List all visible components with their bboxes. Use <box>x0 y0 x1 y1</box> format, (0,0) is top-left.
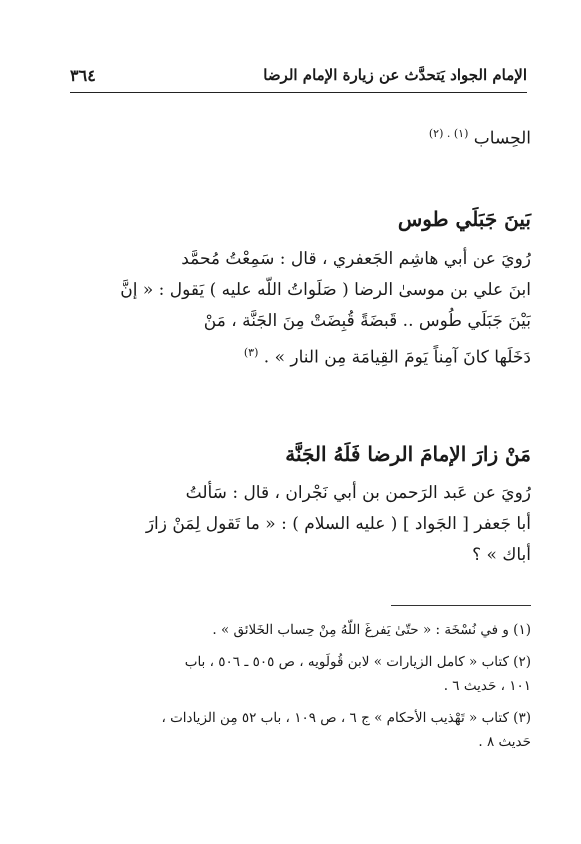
footnote-line: ١٠١ ، حَديث ٦ . <box>443 678 531 694</box>
footnote-marks: (١) . (٢) <box>428 127 469 140</box>
footnote <box>51 706 531 754</box>
section-1-paragraph <box>51 244 531 374</box>
footnote-line: حَديث ٨ . <box>478 734 531 750</box>
footnote-line: (١) و في نُسْخَة : « حتّىٰ يَفرغَ اللّهُ مِنْ حِساب الخَلائق » . <box>212 622 531 638</box>
paragraph-line: بَيْنَ جَبَلَي طُوس .. قَبضَةً قُبِضَتْ مِنَ الجَنَّة ، مَنْ <box>203 311 531 331</box>
section-heading-2: مَنْ زارَ الإمامَ الرضا فَلَهُ الجَنَّة <box>285 442 531 466</box>
paragraph-line <box>51 337 531 374</box>
section-2-paragraph <box>51 478 531 571</box>
paragraph-line: أبا جَعفر [ الجَواد ] ( عليه السلام ) : « ما تَقول لِمَنْ زارَ <box>145 514 531 534</box>
paragraph-line: رُويَ عن أبي هاشِم الجَعفري ، قال : سَمِعْتُ مُحمَّد <box>181 249 531 269</box>
footnote-mark: (٣) <box>243 346 259 359</box>
paragraph-line: أباك » ؟ <box>472 545 531 565</box>
footnote-separator <box>391 605 531 606</box>
section-heading-1: بَينَ جَبَلَي طوس <box>397 207 531 231</box>
footnote <box>51 618 531 642</box>
paragraph-line-text: دَخَلَها كانَ آمِناً يَومَ القِيامَة مِن النار » . <box>263 347 531 368</box>
running-header <box>70 66 527 93</box>
continuation-text: الحِساب <box>473 128 531 149</box>
footnote <box>51 650 531 698</box>
paragraph-line: ابنَ علي بن موسىٰ الرضا ( صَلَواتُ اللّه عليه ) يَقول : « إنَّ <box>120 280 531 300</box>
footnote-line: (٣) كتاب « تَهْذيب الأحكام » ج ٦ ، ص ١٠٩ ، باب ٥٢ مِن الزيادات ، <box>161 710 531 726</box>
paragraph-line: رُويَ عن عَبد الرَحمن بن أبي نَجْران ، قال : سَألتُ <box>185 483 531 503</box>
footnotes <box>51 618 531 762</box>
continuation-line <box>51 118 531 155</box>
running-title: الإمام الجواد يَتحدَّث عن زيارة الإمام الرضا <box>263 66 527 84</box>
page-number: ٣٦٤ <box>70 66 96 85</box>
footnote-line: (٢) كتاب « كامل الزيارات » لابن قُولَويه ، ص ٥٠٥ ـ ٥٠٦ ، باب <box>184 654 531 670</box>
